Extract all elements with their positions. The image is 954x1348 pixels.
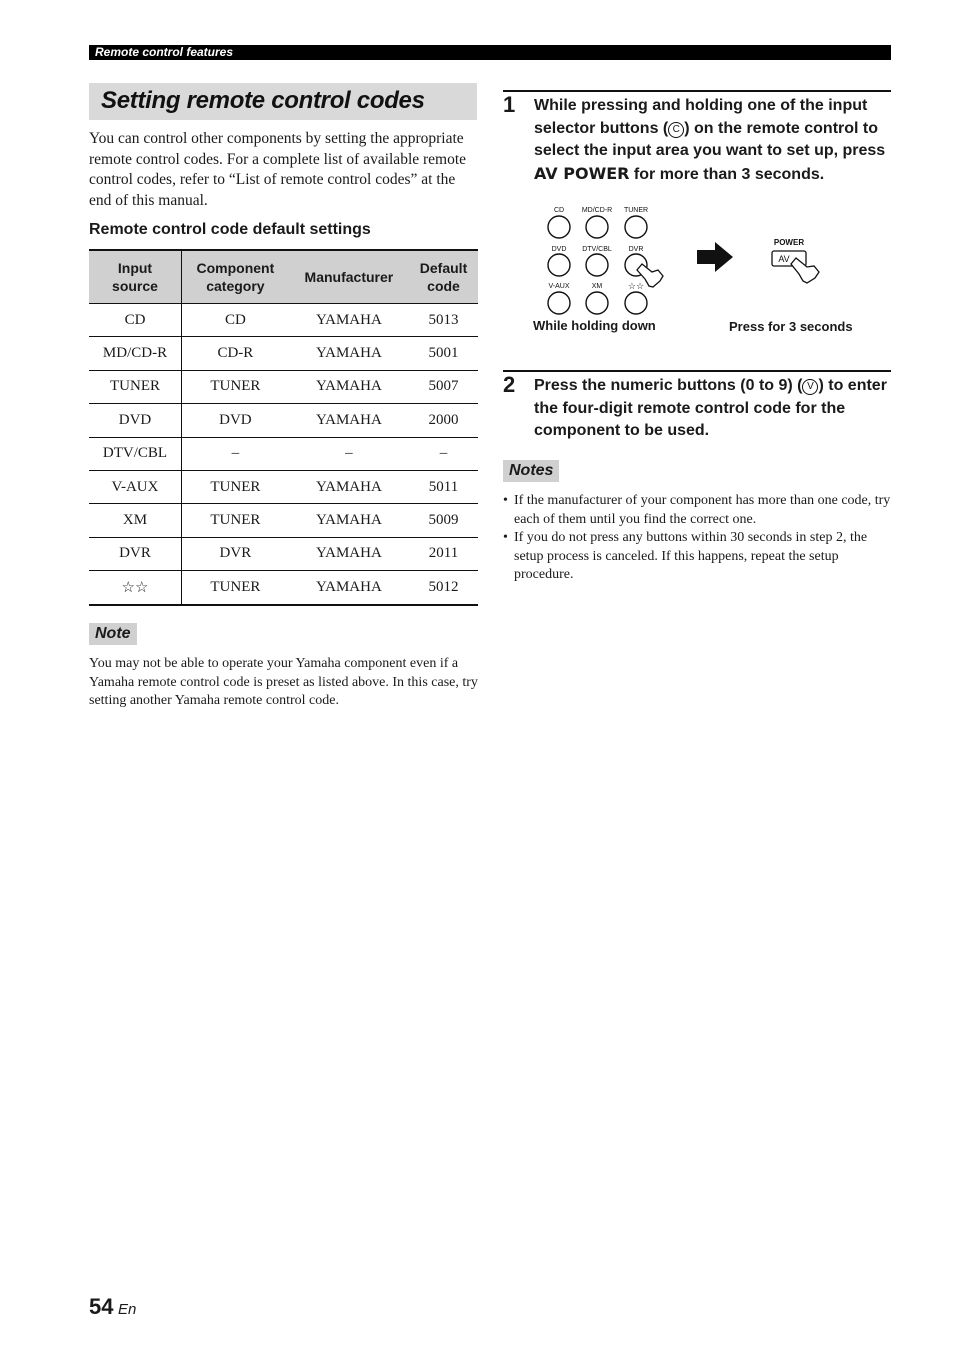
button-label-dvd: DVD — [551, 246, 567, 253]
cell-input: V-AUX — [89, 470, 182, 503]
power-label: POWER — [773, 238, 805, 247]
list-item: • If you do not press any buttons within 30 seconds in step 2, the setup process is canceled. If this happens, repeat the setup procedure. — [503, 530, 868, 582]
notes-label: Notes — [503, 460, 559, 482]
note-label: Note — [89, 623, 137, 645]
cell-category: DVR — [182, 537, 289, 570]
button-label-dtvcbl: DTV/CBL — [582, 246, 612, 253]
section-header-bar — [89, 45, 891, 60]
button-label-vaux: V-AUX — [548, 283, 570, 290]
input-button-cd — [548, 216, 570, 238]
input-button-mdcdr — [586, 216, 608, 238]
input-button-tuner — [625, 216, 647, 238]
cell-manufacturer: YAMAHA — [289, 571, 409, 605]
cell-manufacturer: YAMAHA — [289, 370, 409, 403]
page-language: En — [118, 1301, 137, 1318]
cell-code: 2011 — [409, 537, 478, 570]
input-button-vaux — [548, 292, 570, 314]
arrow-right-icon — [697, 242, 733, 272]
cell-code: 5001 — [409, 337, 478, 370]
cell-category: – — [182, 437, 289, 470]
cell-input: TUNER — [89, 370, 182, 403]
cell-manufacturer: YAMAHA — [289, 404, 409, 437]
note-text: You may not be able to operate your Yamaha component even if a Yamaha remote control code is preset as listed above. In this case, try setting another Yamaha remote control code. — [89, 656, 478, 708]
av-power-keyword: AV POWER — [534, 163, 630, 183]
cell-code: – — [409, 437, 478, 470]
page-number: 54 — [89, 1294, 114, 1319]
cell-category: TUNER — [182, 470, 289, 503]
cell-code: 2000 — [409, 404, 478, 437]
cell-input: XM — [89, 504, 182, 537]
button-label-xm: XM — [591, 283, 603, 290]
marker-v-icon: V — [802, 379, 818, 395]
table-subheading: Remote control code default settings — [89, 221, 371, 238]
cell-input: ☆☆ — [89, 571, 182, 605]
button-label-tuner: TUNER — [623, 207, 649, 214]
cell-input: MD/CD-R — [89, 337, 182, 370]
cell-manufacturer: YAMAHA — [289, 470, 409, 503]
table-row — [89, 337, 478, 370]
cell-manufacturer: YAMAHA — [289, 337, 409, 370]
cell-input: DTV/CBL — [89, 437, 182, 470]
table-row — [89, 437, 478, 470]
cell-category: TUNER — [182, 571, 289, 605]
header-component-category: Component category — [182, 250, 289, 304]
code-table — [89, 249, 478, 606]
cell-input: DVR — [89, 537, 182, 570]
table-row — [89, 370, 478, 403]
step2-text: Press the numeric buttons (0 to 9) ( V ) to enter the four-digit remote control code for the component to be used. — [534, 377, 887, 439]
input-button-dtvcbl — [586, 254, 608, 276]
cell-manufacturer: – — [289, 437, 409, 470]
step2-rule — [503, 370, 891, 372]
remote-control-figure — [530, 198, 890, 318]
step1-number: 1 — [503, 92, 516, 117]
cell-category: CD — [182, 304, 289, 337]
input-button-dvd — [548, 254, 570, 276]
button-label-stars: ☆☆ — [627, 281, 645, 291]
cell-category: CD-R — [182, 337, 289, 370]
cell-input: DVD — [89, 404, 182, 437]
notes-list — [503, 492, 893, 585]
list-item: • If the manufacturer of your component has more than one code, try each of them until you find the correct one. — [503, 493, 891, 527]
header-manufacturer: Manufacturer — [289, 250, 409, 304]
cell-category: TUNER — [182, 370, 289, 403]
table-row — [89, 537, 478, 570]
cell-code: 5009 — [409, 504, 478, 537]
step1-text: While pressing and holding one of the input selector buttons ( C ) on the remote control to select the input area you want to set up, press AV POWER for more than 3 seconds. — [534, 97, 886, 183]
step2-number: 2 — [503, 372, 516, 397]
caption-while-holding: While holding down — [533, 318, 656, 333]
cell-code: 5013 — [409, 304, 478, 337]
cell-category: TUNER — [182, 504, 289, 537]
cell-code: 5011 — [409, 470, 478, 503]
header-input-source: Input source — [89, 250, 182, 304]
table-row — [89, 304, 478, 337]
page-title: Setting remote control codes — [101, 87, 425, 114]
intro-paragraph: You can control other components by setting the appropriate remote control codes. For a complete list of available remote control codes, refer to “List of remote control codes” at the end of this manual. — [89, 130, 467, 209]
av-label: AV — [778, 254, 790, 264]
input-button-xm — [586, 292, 608, 314]
cell-manufacturer: YAMAHA — [289, 537, 409, 570]
cell-code: 5007 — [409, 370, 478, 403]
button-label-mdcdr: MD/CD-R — [581, 207, 613, 214]
table-row — [89, 404, 478, 437]
cell-category: DVD — [182, 404, 289, 437]
caption-press-3-seconds: Press for 3 seconds — [729, 319, 853, 334]
button-label-cd: CD — [553, 207, 565, 214]
input-button-stars — [625, 292, 647, 314]
marker-c-icon: C — [668, 122, 684, 138]
header-default-code: Default code — [409, 250, 478, 304]
page-title-box — [89, 83, 477, 120]
section-header-label: Remote control features — [95, 45, 234, 59]
cell-manufacturer: YAMAHA — [289, 304, 409, 337]
table-row — [89, 470, 478, 503]
table-row — [89, 571, 478, 605]
table-header-row — [89, 250, 478, 304]
step1-rule — [503, 90, 891, 92]
button-label-dvr: DVR — [628, 246, 644, 253]
cell-code: 5012 — [409, 571, 478, 605]
cell-input: CD — [89, 304, 182, 337]
cell-manufacturer: YAMAHA — [289, 504, 409, 537]
table-row — [89, 504, 478, 537]
